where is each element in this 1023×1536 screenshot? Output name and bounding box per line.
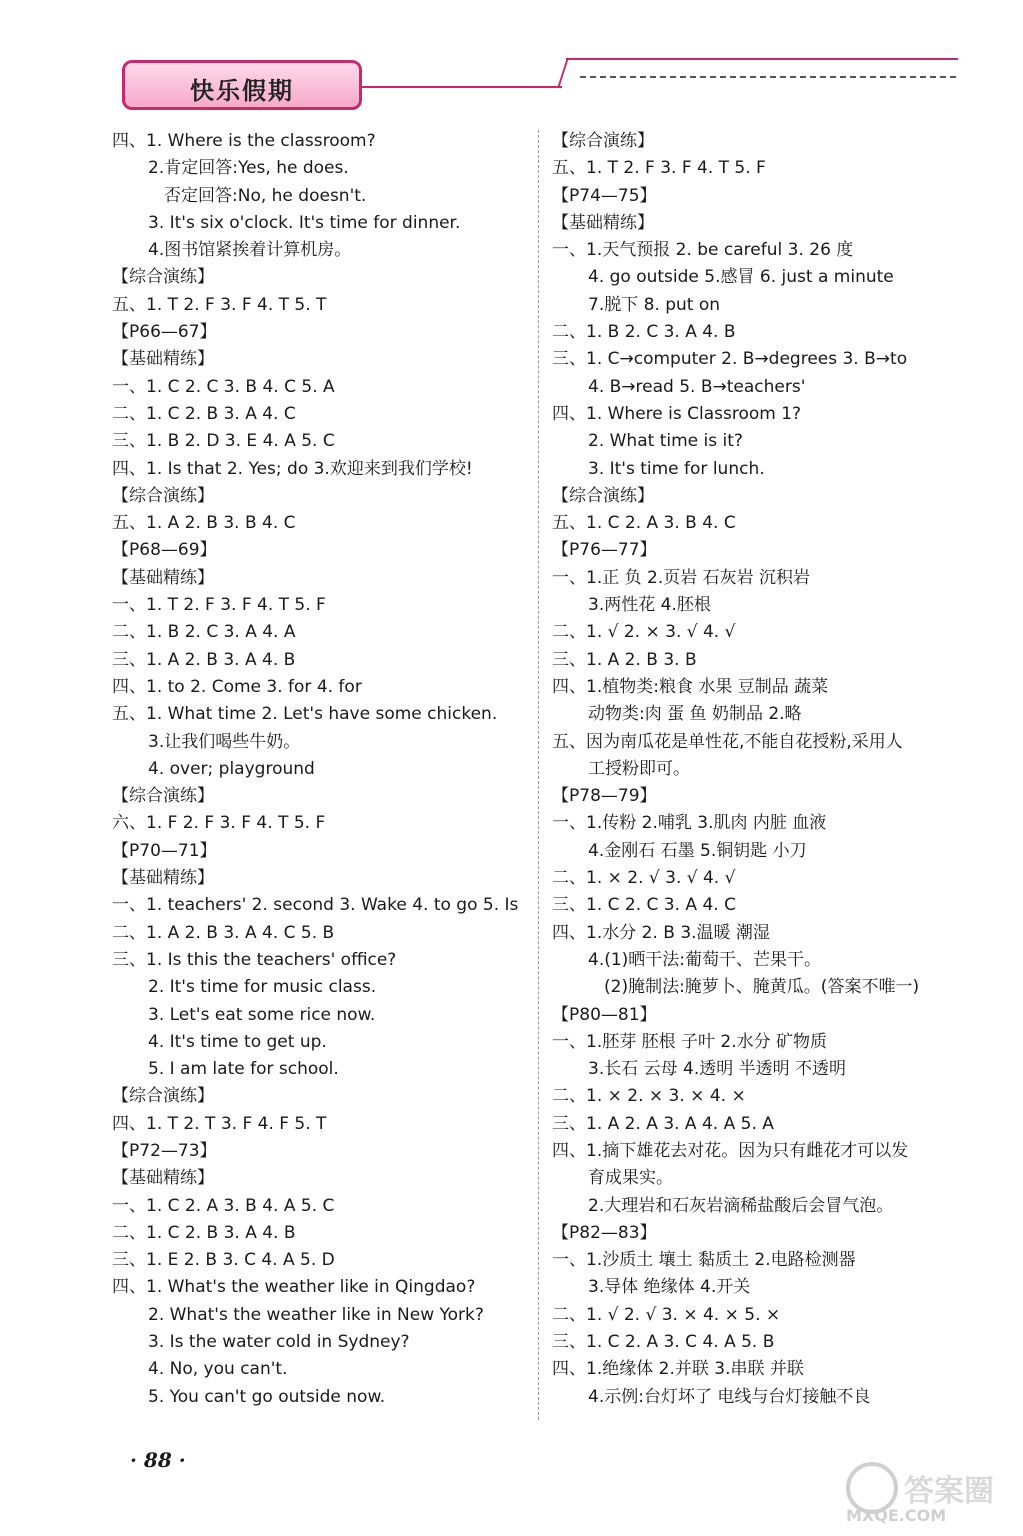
answer-line: 三、1. Is this the teachers' office? [112, 949, 397, 970]
answer-line: 3.两性花 4.胚根 [588, 595, 711, 616]
answer-line: 四、1. T 2. T 3. F 4. F 5. T [112, 1113, 327, 1134]
answer-line: 4. go outside 5.感冒 6. just a minute [588, 267, 894, 288]
answer-line: 3. It's time for lunch. [588, 458, 765, 479]
answer-line: 工授粉即可。 [588, 758, 690, 779]
answer-line: 育成果实。 [588, 1168, 673, 1189]
answer-line: 4. B→read 5. B→teachers' [588, 376, 806, 397]
answer-line: 四、1.摘下雄花去对花。因为只有雌花才可以发 [552, 1140, 909, 1161]
header-dashed-rule [580, 76, 956, 78]
answer-line: 一、1. teachers' 2. second 3. Wake 4. to go 5. Is [112, 895, 519, 916]
answer-line: 【综合演练】 [112, 786, 214, 807]
header-rule [362, 86, 562, 88]
answer-line: 2.大理岩和石灰岩滴稀盐酸后会冒气泡。 [588, 1195, 894, 1216]
answer-line: 【P78—79】 [552, 786, 657, 807]
answer-line: 四、1. to 2. Come 3. for 4. for [112, 676, 362, 697]
answer-line: 2. What time is it? [588, 431, 743, 452]
answer-column-right [552, 128, 972, 1411]
answer-line: 四、1. What's the weather like in Qingdao? [112, 1277, 476, 1298]
answer-line: 二、1. B 2. C 3. A 4. A [112, 622, 296, 643]
answer-line: 五、1. T 2. F 3. F 4. T 5. T [112, 294, 327, 315]
answer-line: 一、1.正 负 2.页岩 石灰岩 沉积岩 [552, 567, 811, 588]
answer-line: 4.图书馆紧挨着计算机房。 [148, 240, 352, 261]
answer-column-left [112, 128, 532, 1411]
answer-line: 三、1. C→computer 2. B→degrees 3. B→to [552, 349, 908, 370]
answer-line: 五、因为南瓜花是单性花,不能自花授粉,采用人 [552, 731, 903, 752]
answer-line: 二、1. √ 2. √ 3. × 4. × 5. × [552, 1304, 781, 1325]
page-number: · 88 · [130, 1448, 186, 1472]
answer-line: 【P66—67】 [112, 322, 217, 343]
watermark [846, 1462, 1018, 1526]
answer-line: 二、1. √ 2. × 3. √ 4. √ [552, 622, 736, 643]
answer-line: 一、1. T 2. F 3. F 4. T 5. F [112, 595, 326, 616]
answer-line: 二、1. C 2. B 3. A 4. C [112, 403, 296, 424]
answer-line: 一、1.沙质土 壤土 黏质土 2.电路检测器 [552, 1250, 856, 1271]
answer-line: 三、1. A 2. B 3. A 4. B [112, 649, 296, 670]
answer-line: 4. over; playground [148, 758, 315, 779]
answer-line: 【基础精练】 [112, 1168, 214, 1189]
answer-line: 【综合演练】 [552, 131, 654, 151]
answer-line: 五、1. C 2. A 3. B 4. C [552, 513, 736, 534]
answer-line: 六、1. F 2. F 3. F 4. T 5. F [112, 813, 326, 834]
answer-line: 3. It's six o'clock. It's time for dinner. [148, 212, 461, 233]
answer-line: 4. It's time to get up. [148, 1031, 327, 1052]
answer-line: 3. Let's eat some rice now. [148, 1004, 376, 1025]
answer-line: 2.肯定回答:Yes, he does. [148, 158, 349, 179]
answer-line: 【综合演练】 [112, 267, 214, 288]
answer-line: 二、1. B 2. C 3. A 4. B [552, 322, 736, 343]
answer-line: 二、1. A 2. B 3. A 4. C 5. B [112, 922, 335, 943]
answer-line: 【综合演练】 [112, 485, 214, 506]
answer-line: 五、1. T 2. F 3. F 4. T 5. F [552, 158, 766, 179]
header-banner [122, 60, 362, 110]
answer-line: 否定回答:No, he doesn't. [164, 185, 367, 206]
answer-line: 四、1.植物类:粮食 水果 豆制品 蔬菜 [552, 676, 829, 697]
answer-line: 四、1.水分 2. B 3.温暖 潮湿 [552, 922, 770, 943]
answer-line: 3.长石 云母 4.透明 半透明 不透明 [588, 1059, 847, 1080]
answer-line: 【P68—69】 [112, 540, 217, 561]
answer-line: 三、1. A 2. B 3. B [552, 649, 697, 670]
answer-line: 2. It's time for music class. [148, 977, 377, 998]
answer-line: 三、1. E 2. B 3. C 4. A 5. D [112, 1250, 335, 1271]
answer-line: 【P74—75】 [552, 185, 657, 206]
answer-line: 四、1. Where is Classroom 1? [552, 403, 802, 424]
header-slash [557, 58, 569, 88]
answer-line: 三、1. C 2. C 3. A 4. C [552, 895, 736, 916]
answer-line: 四、1.绝缘体 2.并联 3.串联 并联 [552, 1359, 804, 1380]
answer-line: 【基础精练】 [112, 567, 214, 588]
answer-line: 四、1. Where is the classroom? [112, 131, 376, 151]
answer-line: 三、1. B 2. D 3. E 4. A 5. C [112, 431, 335, 452]
answer-line: 4.示例:台灯坏了 电线与台灯接触不良 [588, 1386, 871, 1407]
answer-line: 3. Is the water cold in Sydney? [148, 1332, 410, 1353]
answer-line: 二、1. C 2. B 3. A 4. B [112, 1222, 296, 1243]
answer-line: 3.让我们喝些牛奶。 [148, 731, 301, 752]
answer-line: 五、1. A 2. B 3. B 4. C [112, 513, 296, 534]
answer-line: 5. You can't go outside now. [148, 1386, 386, 1407]
header-title: 快乐假期 [190, 77, 294, 105]
answer-line: 4. No, you can't. [148, 1359, 288, 1380]
answer-line: 五、1. What time 2. Let's have some chicken. [112, 704, 498, 725]
answer-line: 4.(1)晒干法:葡萄干、芒果干。 [588, 949, 822, 970]
answer-line: 一、1. C 2. A 3. B 4. A 5. C [112, 1195, 335, 1216]
answer-line: 三、1. C 2. A 3. C 4. A 5. B [552, 1332, 775, 1353]
answer-line: 【P76—77】 [552, 540, 657, 561]
answer-line: 一、1.传粉 2.哺乳 3.肌肉 内脏 血液 [552, 813, 827, 834]
answer-line: 四、1. Is that 2. Yes; do 3.欢迎来到我们学校! [112, 458, 473, 479]
answer-line: 【基础精练】 [552, 212, 654, 233]
answer-line: 2. What's the weather like in New York? [148, 1304, 484, 1325]
answer-line: 【P70—71】 [112, 840, 217, 861]
watermark-site: MXQE.COM [846, 1506, 947, 1525]
answer-line: 【P72—73】 [112, 1140, 217, 1161]
answer-line: 【综合演练】 [552, 485, 654, 506]
answer-line: 一、1. C 2. C 3. B 4. C 5. A [112, 376, 335, 397]
answer-line: 二、1. × 2. √ 3. √ 4. √ [552, 868, 736, 889]
answer-line: 【P80—81】 [552, 1004, 657, 1025]
answer-line: 7.脱下 8. put on [588, 294, 721, 315]
answer-line: 一、1.胚芽 胚根 子叶 2.水分 矿物质 [552, 1031, 828, 1052]
answer-line: 3.导体 绝缘体 4.开关 [588, 1277, 751, 1298]
answer-line: 二、1. × 2. × 3. × 4. × [552, 1086, 746, 1107]
header-top-rule [566, 58, 958, 60]
column-divider [538, 130, 539, 1420]
answer-line: (2)腌制法:腌萝卜、腌黄瓜。(答案不唯一) [604, 977, 920, 998]
watermark-chars: 答案圈 [904, 1474, 994, 1509]
answer-line: 动物类:肉 蛋 鱼 奶制品 2.略 [588, 704, 802, 725]
answer-line: 5. I am late for school. [148, 1059, 339, 1080]
answer-line: 【P82—83】 [552, 1222, 657, 1243]
answer-line: 【基础精练】 [112, 868, 214, 889]
answer-line: 【基础精练】 [112, 349, 214, 370]
answer-line: 4.金刚石 石墨 5.铜钥匙 小刀 [588, 840, 807, 861]
answer-line: 【综合演练】 [112, 1086, 214, 1107]
answer-line: 三、1. A 2. A 3. A 4. A 5. A [552, 1113, 774, 1134]
answer-line: 一、1.天气预报 2. be careful 3. 26 度 [552, 240, 854, 261]
